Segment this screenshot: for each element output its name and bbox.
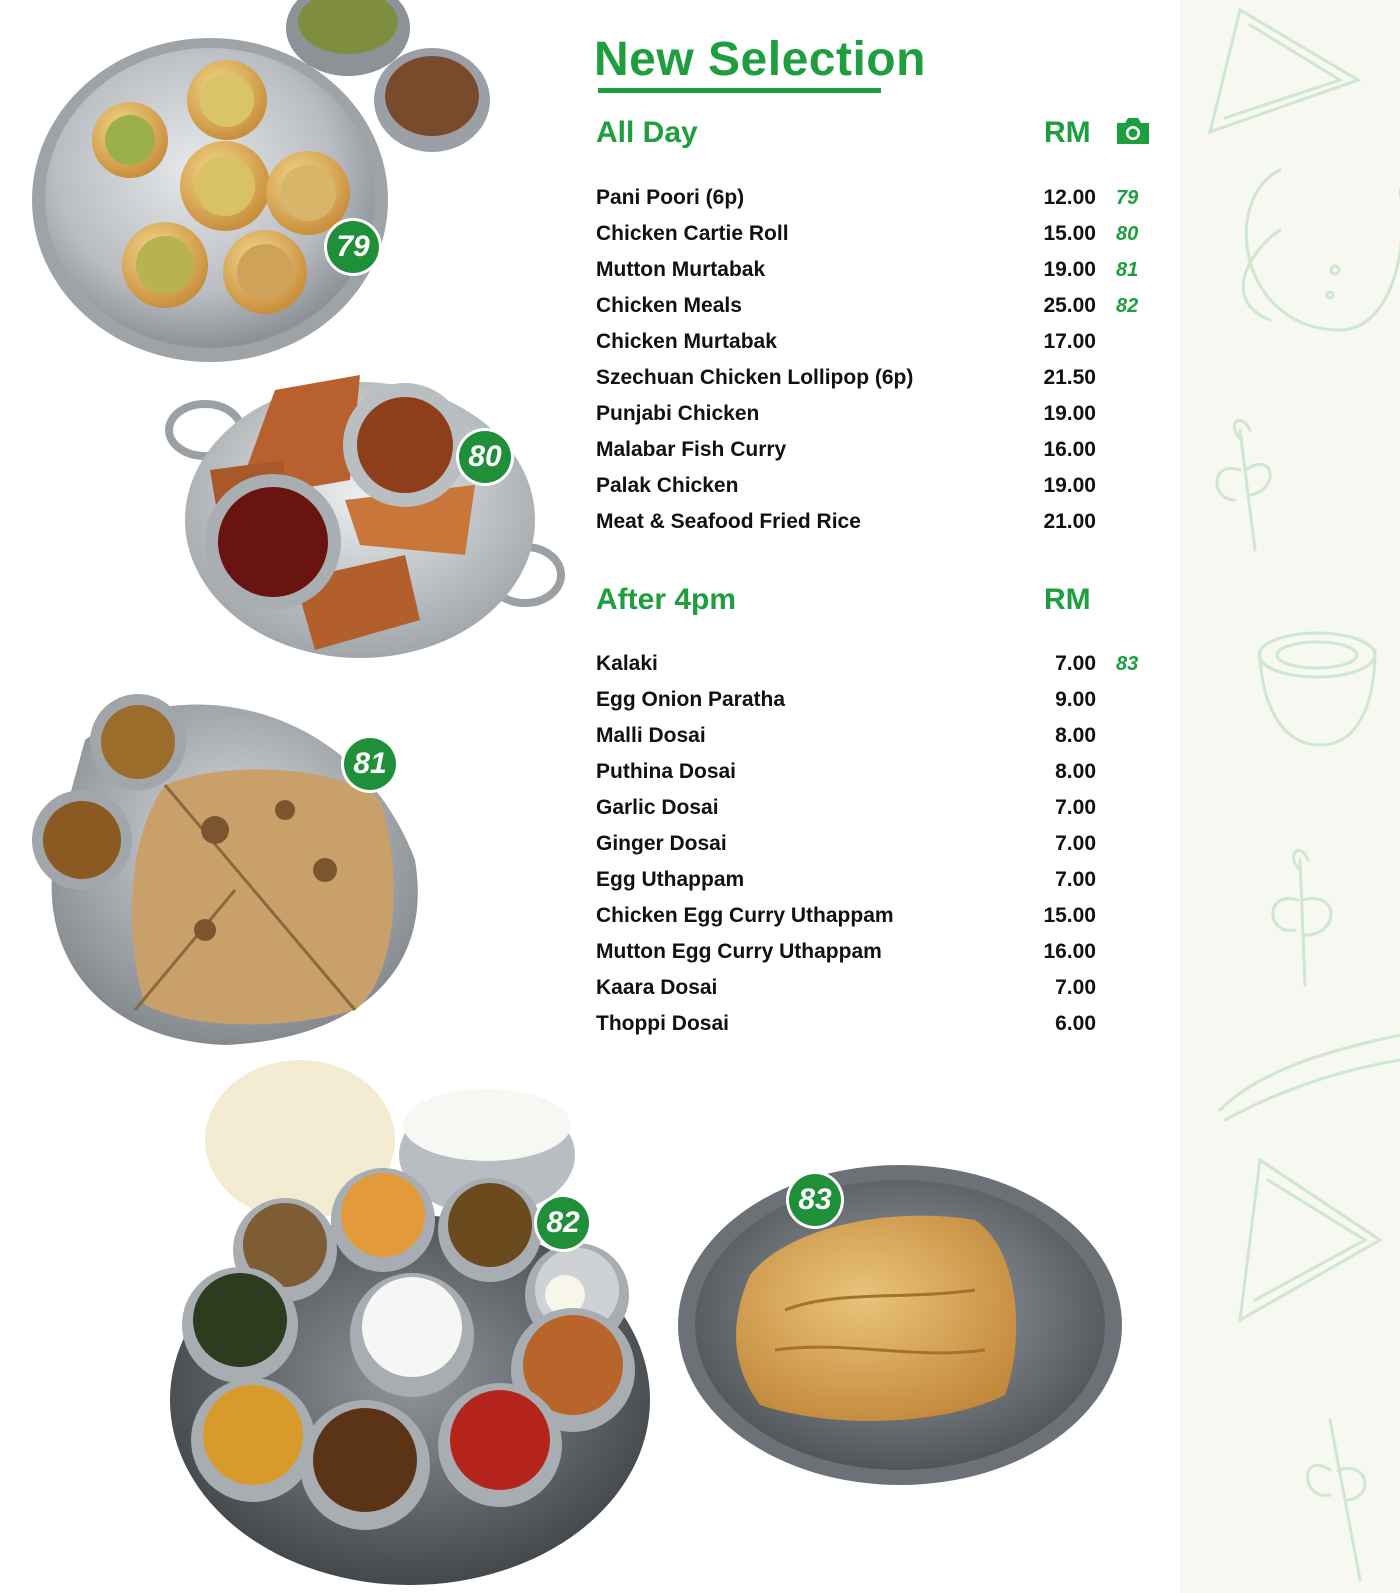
dish-photo-chicken-meals [165,1055,655,1593]
menu-item-name: Puthina Dosai [596,760,737,783]
dish-photo-chicken-cartie-roll [165,370,570,670]
menu-item-name: Kalaki [596,652,658,675]
menu-item [596,402,1176,438]
menu-item-photo-ref: 80 [1116,223,1139,245]
menu-item-name: Punjabi Chicken [596,402,760,425]
photo-badge-label: 82 [546,1206,580,1239]
menu-item-price: 19.00 [1043,258,1096,281]
menu-item-name: Egg Uthappam [596,868,745,891]
menu-item [596,868,1176,904]
menu-item [596,688,1176,724]
decorative-side-panel [1180,0,1400,1593]
menu-item [596,940,1176,976]
menu-item-photo-ref: 82 [1116,295,1139,317]
menu-item-name: Pani Poori (6p) [596,186,745,209]
menu-item-name: Malli Dosai [596,724,706,747]
photo-badge-80 [455,427,515,487]
menu-item [596,474,1176,510]
heading-underline [598,88,881,93]
menu-item-name: Kaara Dosai [596,976,718,999]
menu-item [596,222,1176,258]
menu-item [596,760,1176,796]
menu-item-price: 9.00 [1055,688,1096,711]
menu-item [596,832,1176,868]
menu-item-name: Thoppi Dosai [596,1012,729,1035]
photo-badge-83 [785,1170,845,1230]
menu-item-price: 15.00 [1043,222,1096,245]
menu-item-price: 7.00 [1055,868,1096,891]
section-title-all-day: All Day [596,116,698,149]
section-title-after-4pm: After 4pm [596,583,737,616]
menu-item-name: Mutton Murtabak [596,258,766,281]
food-sketch-illustrations [1180,0,1400,1593]
menu-item-price: 8.00 [1055,760,1096,783]
photo-badge-82 [533,1193,593,1253]
photo-badge-label: 79 [336,230,370,263]
menu-item-price: 21.50 [1043,366,1096,389]
photo-badge-81 [340,734,400,794]
menu-item-name: Chicken Meals [596,294,742,317]
menu-item-name: Ginger Dosai [596,832,727,855]
currency-label-after-4pm: RM [1044,583,1091,616]
menu-item [596,510,1176,546]
menu-item-name: Chicken Murtabak [596,330,777,353]
menu-item [596,366,1176,402]
menu-item-name: Meat & Seafood Fried Rice [596,510,861,533]
menu-item-photo-ref: 79 [1116,187,1139,209]
menu-item-name: Mutton Egg Curry Uthappam [596,940,882,963]
menu-item-photo-ref: 83 [1116,653,1139,675]
menu-item [596,438,1176,474]
menu-item-price: 16.00 [1043,438,1096,461]
menu-item-name: Malabar Fish Curry [596,438,787,461]
page-heading: New Selection [594,33,926,86]
menu-item-price: 21.00 [1043,510,1096,533]
menu-item-name: Garlic Dosai [596,796,719,819]
menu-item [596,258,1176,294]
menu-item-price: 6.00 [1055,1012,1096,1035]
photo-badge-label: 83 [798,1183,832,1216]
menu-item [596,330,1176,366]
menu-item-photo-ref: 81 [1116,259,1139,281]
menu-item-price: 7.00 [1055,652,1096,675]
menu-item [596,294,1176,330]
menu-item [596,186,1176,222]
camera-icon [1114,115,1152,147]
menu-item-price: 19.00 [1043,402,1096,425]
menu-item [596,652,1176,688]
menu-item-name: Chicken Cartie Roll [596,222,789,245]
menu-item [596,904,1176,940]
menu-item [596,976,1176,1012]
photo-badge-label: 80 [468,440,502,473]
menu-item-price: 7.00 [1055,976,1096,999]
menu-item-name: Egg Onion Paratha [596,688,786,711]
menu-item-price: 12.00 [1043,186,1096,209]
menu-item-price: 15.00 [1043,904,1096,927]
menu-item [596,1012,1176,1048]
menu-item [596,796,1176,832]
photo-badge-label: 81 [353,747,387,780]
menu-item-price: 25.00 [1043,294,1096,317]
menu-item-price: 19.00 [1043,474,1096,497]
menu-item-price: 8.00 [1055,724,1096,747]
currency-label-all-day: RM [1044,116,1091,149]
menu-item-price: 17.00 [1043,330,1096,353]
menu-item-name: Palak Chicken [596,474,739,497]
menu-item-name: Chicken Egg Curry Uthappam [596,904,894,927]
menu-item-price: 7.00 [1055,796,1096,819]
dish-photo-pani-poori [20,0,490,380]
menu-item [596,724,1176,760]
menu-item-price: 7.00 [1055,832,1096,855]
photo-badge-79 [323,217,383,277]
menu-item-price: 16.00 [1043,940,1096,963]
menu-item-name: Szechuan Chicken Lollipop (6p) [596,366,914,389]
dish-photo-kalaki [675,1160,1125,1490]
